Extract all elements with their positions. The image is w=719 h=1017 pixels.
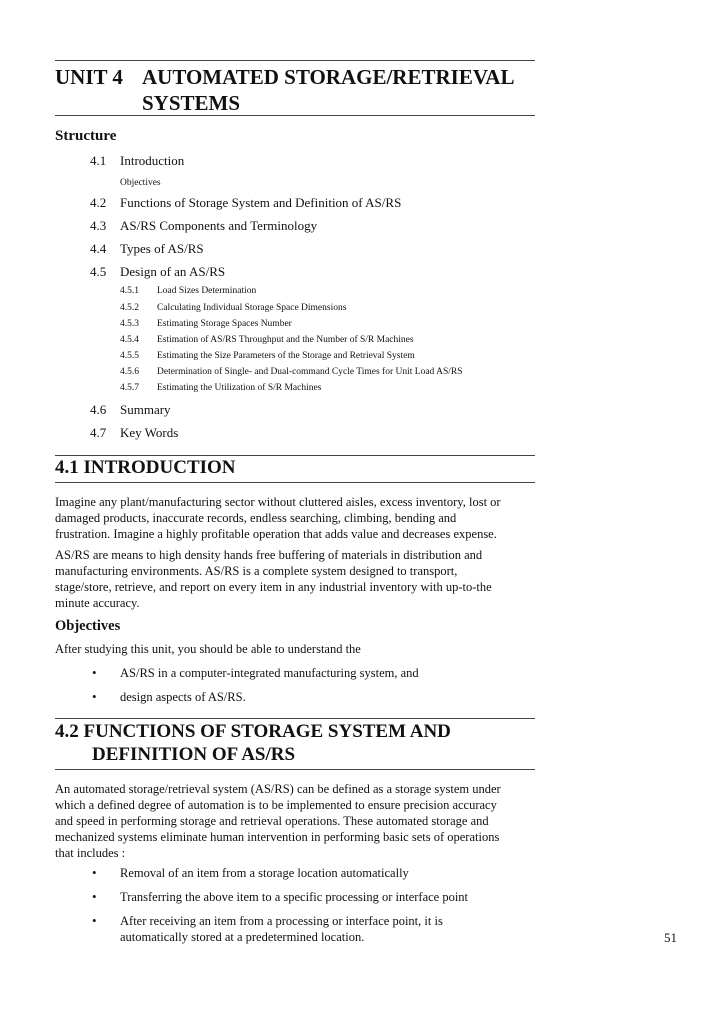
toc-num: 4.4 [90, 241, 107, 256]
toc-sublabel: Estimating the Size Parameters of the Storage and Retrieval System [157, 351, 415, 361]
top-rule [55, 60, 535, 61]
toc-sublabel: Load Sizes Determination [157, 286, 257, 296]
toc-num: 4.7 [90, 425, 107, 440]
toc-sublabel: Estimating Storage Spaces Number [157, 319, 292, 329]
toc-label: Introduction [120, 153, 185, 168]
toc-label: Types of AS/RS [120, 241, 204, 256]
toc-num: 4.5 [90, 264, 107, 279]
section-4-1-bottom-rule [55, 482, 535, 483]
unit-title-line1: AUTOMATED STORAGE/RETRIEVAL [142, 65, 515, 89]
toc-label: AS/RS Components and Terminology [120, 218, 318, 233]
section-4-2-heading-line1: 4.2 FUNCTIONS OF STORAGE SYSTEM AND [55, 721, 451, 742]
bullet-icon: • [92, 665, 97, 680]
section-4-2-bottom-rule [55, 769, 535, 770]
bullet-icon: • [92, 865, 97, 880]
paragraph-line: minute accuracy. [55, 596, 140, 610]
toc-num: 4.6 [90, 402, 107, 417]
paragraph-line: that includes : [55, 846, 126, 860]
toc-sublabel: Estimation of AS/RS Throughput and the Number of S/R Machines [157, 335, 414, 345]
bullet-icon: • [92, 889, 97, 904]
toc-num: 4.2 [90, 195, 107, 210]
objective-bullet: AS/RS in a computer-integrated manufacturing system, and [120, 666, 419, 680]
toc-sub-label: Objectives [120, 178, 161, 188]
objectives-intro: After studying this unit, you should be able to understand the [55, 642, 361, 656]
structure-heading: Structure [55, 128, 117, 144]
function-bullet: Transferring the above item to a specific processing or interface point [120, 890, 469, 904]
paragraph-line: and speed in performing storage and retrieval operations. These automated storage and [55, 814, 489, 828]
paragraph-line: damaged products, inaccurate records, endless searching, climbing, bending and [55, 511, 457, 525]
section-4-2-top-rule [55, 718, 535, 719]
section-4-1-top-rule [55, 455, 535, 456]
toc-subnum: 4.5.2 [120, 303, 139, 313]
paragraph-line: stage/store, retrieve, and report on every item in any industrial inventory with up-to-the [55, 580, 492, 594]
bullet-icon: • [92, 913, 97, 928]
paragraph-line: frustration. Imagine a highly profitable operation that adds value and decreases expense. [55, 527, 497, 541]
section-4-1-heading: 4.1 INTRODUCTION [55, 457, 236, 478]
unit-title-rule [55, 115, 535, 116]
function-bullet-line2: automatically stored at a predetermined location. [120, 930, 365, 944]
toc-label: Summary [120, 402, 171, 417]
paragraph-line: manufacturing environments. AS/RS is a complete system designed to transport, [55, 564, 458, 578]
unit-number: UNIT 4 [55, 65, 123, 89]
function-bullet: Removal of an item from a storage location automatically [120, 866, 409, 880]
paragraph-line: An automated storage/retrieval system (AS/RS) can be defined as a storage system under [55, 782, 501, 796]
toc-num: 4.3 [90, 218, 107, 233]
toc-label: Design of an AS/RS [120, 264, 226, 279]
objective-bullet: design aspects of AS/RS. [120, 690, 246, 704]
toc-subnum: 4.5.7 [120, 383, 139, 393]
toc-label: Key Words [120, 425, 179, 440]
toc-label: Functions of Storage System and Definition of AS/RS [120, 195, 402, 210]
paragraph-line: mechanized systems eliminate human intervention in performing basic sets of operations [55, 830, 500, 844]
bullet-icon: • [92, 689, 97, 704]
toc-subnum: 4.5.3 [120, 319, 139, 329]
unit-title-line2: SYSTEMS [142, 91, 241, 115]
toc-sublabel: Determination of Single- and Dual-command Cycle Times for Unit Load AS/RS [157, 367, 463, 377]
objectives-heading: Objectives [55, 618, 121, 634]
toc-sublabel: Calculating Individual Storage Space Dimensions [157, 303, 347, 313]
toc-sublabel: Estimating the Utilization of S/R Machines [157, 383, 322, 393]
page-number: 51 [664, 930, 677, 945]
paragraph-line: which a defined degree of automation is to be implemented to ensure precision accuracy [55, 798, 497, 812]
function-bullet-line1: After receiving an item from a processing or interface point, it is [120, 914, 443, 928]
paragraph-line: Imagine any plant/manufacturing sector without cluttered aisles, excess inventory, lost or [55, 495, 501, 509]
toc-subnum: 4.5.5 [120, 351, 139, 361]
section-4-2-heading-line2: DEFINITION OF AS/RS [92, 744, 296, 765]
paragraph-line: AS/RS are means to high density hands free buffering of materials in distribution and [55, 548, 483, 562]
toc-subnum: 4.5.4 [120, 335, 139, 345]
toc-subnum: 4.5.1 [120, 286, 139, 296]
toc-subnum: 4.5.6 [120, 367, 139, 377]
toc-num: 4.1 [90, 153, 107, 168]
